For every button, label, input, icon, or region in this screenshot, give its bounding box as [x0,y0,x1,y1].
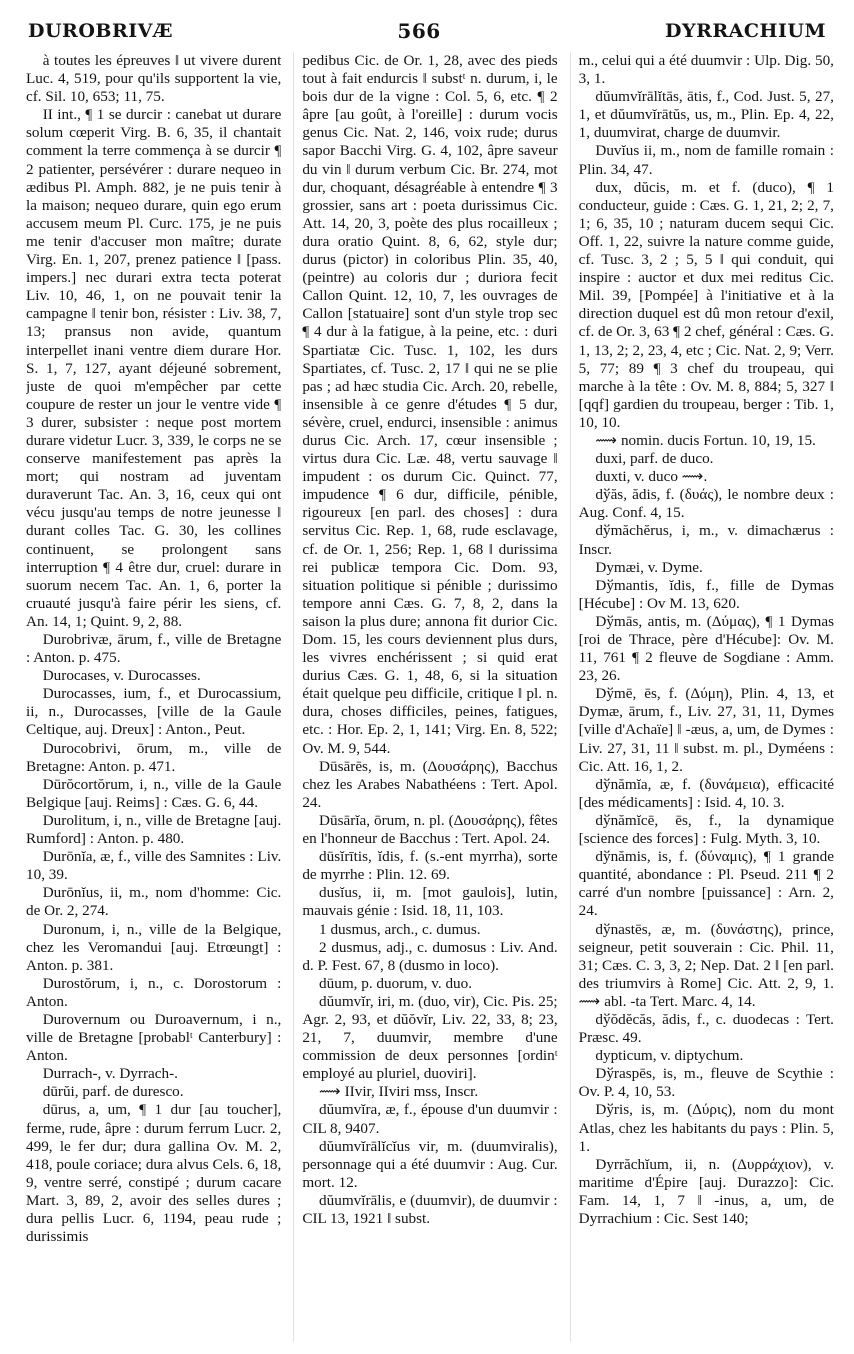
dictionary-entry: dўăs, ădis, f. (δυάς), le nombre deux : Aug. Conf. 4, 15. [578,486,834,522]
dictionary-entry: dŭumvĭrālĭcĭus vir, m. (duumviralis), personnage qui a été duumvir : Aug. Cur. mort. 12. [302,1137,558,1191]
dictionary-entry: Dўris, is, m. (Δύρις), nom du mont Atlas, chez les habitants du pays : Plin. 5, 1. [578,1101,834,1155]
header-last-entry: DYRRACHIUM [665,20,826,42]
dictionary-entry: dўnămĭa, æ, f. (δυνάμεια), efficacité [des médicaments] : Isid. 4, 10. 3. [578,775,834,811]
dictionary-entry: Dўmantis, ĭdis, f., fille de Dymas [Hécube] : Ov M. 13, 620. [578,576,834,612]
dictionary-entry: dўnămis, is, f. (δύναμις), ¶ 1 grande quantité, abondance : Pl. Pseud. 211 ¶ 2 carré d'un nombre [puissance] : Arn. 2, 24. [578,848,834,920]
dictionary-entry: 1 dusmus, arch., c. dumus. [319,920,481,938]
column-middle [293,52,557,1342]
dictionary-entry: dusĭus, ii, m. [mot gaulois], lutin, mauvais génie : Isid. 18, 11, 103. [302,884,558,920]
dictionary-entry: Durolitum, i, n., ville de Bretagne [auj. Rumford] : Anton. p. 480. [26,811,282,848]
dictionary-entry: Dўmās, antis, m. (Δύμας), ¶ 1 Dymas [roi de Thrace, père d'Hécube]: Ov. M. 11, 761 ¶ 2 fleuve de Sogdiane : Amm. 23, 26. [578,612,834,685]
dictionary-entry: Dūrŏcortŏrum, i, n., ville de la Gaule Belgique [auj. Reims] : Cæs. G. 6, 44. [26,775,282,811]
dictionary-entry: Durōnĭa, æ, f., ville des Samnites : Liv. 10, 39. [26,848,282,884]
dictionary-entry: m., celui qui a été duumvir : Ulp. Dig. 50, 3, 1. [578,52,834,88]
dictionary-entry: dŭumvĭrālis, e (duumvir), de duumvir : CIL 13, 1921 ‖ subst. [302,1191,558,1227]
column-left [26,52,281,1342]
dictionary-entry: Dўmē, ēs, f. (Δύμη), Plin. 4, 13, et Dymæ, ārum, f., Liv. 27, 31, 11, Dymes [ville d'Achaïe] ‖ -æus, a, um, de Dymes : Liv. 27, 31, 11 ‖ subst. m. pl., Dyméens : Cic. Att. 16, 1, 2. [578,685,834,775]
dictionary-entry: ⟿ nomin. ducis Fortun. 10, 19, 15. [595,431,816,449]
dictionary-entry: Durostŏrum, i, n., c. Dorostorum : Anton. [26,974,282,1010]
dictionary-entry: Dūsārĭa, ōrum, n. pl. (Δουσάρης), fêtes en l'honneur de Bacchus : Tert. Apol. 24. [302,811,558,848]
dictionary-entry: dux, dŭcis, m. et f. (duco), ¶ 1 conducteur, guide : Cæs. G. 1, 21, 2; 2, 7, 1; 6, 35, 10 ; naturam ducem sequi Cic. Off. 1, 22, suivre la nature comme guide, cf. Tusc. 3, 2 ; 5, 5 ‖ qui conduit, qui inspire : auctor et dux mei reditus Cic. Mil. 39, [Pompée] à l'initiative et à la direction duquel est dû mon retour d'exil, cf. de Or. 3, 63 ¶ 2 chef, général : Cæs. G. 1, 13, 2; 2, 23, 4, etc ; Cic. Nat. 2, 9; Verr. 5, 77; 89 ¶ 3 chef du troupeau, qui marche à la tête : Ov. M. 8, 884; 5, 327 ‖ [qqf] gardien du troupeau, berger : Tib. 1, 10, 10. [578,178,834,431]
dictionary-entry: dŭumvĭra, æ, f., épouse d'un duumvir : CIL 8, 9407. [302,1101,558,1137]
dictionary-entry: dypticum, v. diptychum. [595,1047,744,1065]
dictionary-entry: Dўraspēs, is, m., fleuve de Scythie : Ov. P. 4, 10, 53. [578,1065,834,1101]
dictionary-entry: Durocases, v. Durocasses. [42,667,201,685]
dictionary-entry: Durovernum ou Duroavernum, i n., ville de Bretagne [probablᵗ Canterbury] : Anton. [26,1010,282,1065]
dictionary-entry: Durōnĭus, ii, m., nom d'homme: Cic. de Or. 2, 274. [26,884,282,920]
dictionary-entry: dūsĭrītis, ĭdis, f. (s.-ent myrrha), sorte de myrrhe : Plin. 12. 69. [302,848,558,884]
text-columns [26,52,834,1342]
dictionary-entry: II int., ¶ 1 se durcir : canebat ut durare solum cœperit Virg. B. 6, 35, il chantait comment la terre commença à se durcir ¶ 2 patienter, persévérer : durare nequeo in ædibus Pl. Amph. 882, je ne puis tenir à la maison; nequeo durare, quin ego erum accusem meum Pl. Curc. 175, je ne puis me tenir d'accuser mon maître; durate Virg. En. 1, 207, prenez patience ‖ [pass. impers.] nec durari extra tecta poterat Liv. 10, 46, 1, on ne pouvait tenir la campagne ‖ tenir bon, résister : Liv. 38, 7, 13; pransus non avide, quantum interpellet inani ventre diem durare Hor. S. 1, 7, 127, ayant déjeuné sobrement, juste de quoi m'empêcher par cette coupure de rester un jour le ventre vide ¶ 3 durer, subsister : neque post mortem durare videtur Lucr. 3, 339, le corps ne se conserve manifestement pas après la mort; qui nostram ad juventam duraverunt Tac. An. 3, 16, ceux qui ont vécu jusqu'au temps de notre jeunesse ‖ durant colles Tac. G. 30, les collines continuent, se prolongent sans interruption ¶ 4 être dur, cruel: durare in suorum necem Tac. An. 1, 6, porter la cruauté jusqu'à faire périr les siens, cf. An. 14, 1; Quint. 9, 2, 88. [26,106,282,630]
header-first-entry: DUROBRIVÆ [28,20,174,42]
dictionary-entry: pedibus Cic. de Or. 1, 28, avec des pieds tout à fait endurcis ‖ substᵗ n. durum, i, le bois dur de la vigne : Col. 5, 6, etc. ¶ 2 âpre [au goût, à l'oreille] : durum vocis genus Cic. Nat. 2, 146, voix rude; durus sapor Bacchi Virg. G. 4, 102, âpre saveur du vin ‖ durum verbum Cic. Br. 274, mot dur, choquant, désagréable à entendre ¶ 3 grossier, sans art : poeta durissimus Cic. Att. 14, 20, 3, poète des plus rocailleux ; dura oratio Quint. 8, 6, 62, style dur; durus (pictor) in coloribus Plin. 35, 40, (peintre) au coloris dur ; duriora fecit Callon Quint. 12, 10, 7, les ouvrages de Callon [statuaire] sont d'un style trop sec ¶ 4 dur à la fatigue, à la peine, etc. : duri Spartiatæ Cic. Tusc. 1, 102, les durs Spartiates, cf. Tusc. 2, 17 ‖ qui ne se plie pas ; ad hæc studia Cic. Arch. 20, rebelle, insensible à ce genre d'études ¶ 5 dur, sévère, cruel, endurci, insensible : animus durus Cic. Arch. 17, cœur insensible ; virtus dura Cic. Læ. 48, vertu sauvage ‖ impudent : os durum Cic. Quinct. 77, impudence ¶ 6 dur, difficile, pénible, rigoureux [en parl. des choses] : dura servitus Cic. Rep. 1, 68, rude esclavage, cf. de Or. 1, 256; Rep. 1, 68 ‖ durissima rei publicæ tempora Cic. Dom. 93, situation politique si pénible ; durissimo tempore anni Cæs. G. 7, 8, 2, dans la saison la plus dure; annona fit durior Cic. Dom. 15, les cours deviennent plus durs, les vivres enchérissent ; si quid erat durius Cæs. G. 1, 48, 6, si la situation était quelque peu difficile, critique ‖ pl. n. dura, choses difficiles, peines, fatigues, etc. : Hor. Ep. 2, 1, 141; Virg. En. 8, 522; Ov. M. 9, 544. [302,52,558,757]
dictionary-entry: duxti, v. duco ⟿. [595,468,708,486]
dictionary-entry: duxi, parf. de duco. [595,450,714,468]
dictionary-entry: dūrus, a, um, ¶ 1 dur [au toucher], ferme, rude, âpre : durum ferrum Lucr. 2, 499, le fer dur; dura gallina Ov. M. 2, 418, poule coriace; dura alvus Cels. 6, 18, 9, ventre serré, constipé ; durum cacare Mart. 3, 89, 2, avoir des selles dures ; dura pellis Lucr. 6, 1194, peau rude ; durissimis [26,1101,282,1246]
dictionary-entry: ⟿ IIvir, IIviri mss, Inscr. [319,1083,479,1101]
dictionary-entry: Duronum, i, n., ville de la Belgique, chez les Veromandui [auj. Etrœungt] : Anton. p. 381. [26,920,282,974]
dictionary-entry: Dymæi, v. Dyme. [595,558,703,576]
dictionary-entry: Durrach-, v. Dyrrach-. [42,1065,178,1083]
dictionary-entry: dūrŭi, parf. de duresco. [42,1083,184,1101]
dictionary-entry: Dūsārēs, is, m. (Δουσάρης), Bacchus chez les Arabes Nabathéens : Tert. Apol. 24. [302,757,558,811]
page-number: 566 [397,19,441,43]
dictionary-entry: dŭumvĭr, iri, m. (duo, vir), Cic. Pis. 25; Agr. 2, 93, et dŭŏvĭr, Liv. 22, 33, 8; 23, 21, 7, duumvir, membre d'une commission de deux personnes [ordinᵗ employé au pluriel, duoviri]. [302,992,558,1083]
dictionary-entry: dŭumvĭrālĭtās, ātis, f., Cod. Just. 5, 27, 1, et dŭumvĭrātŭs, us, m., Plin. Ep. 4, 22, 1, duumvirat, charge de duumvir. [578,88,834,142]
dictionary-entry: dўmăchĕrus, i, m., v. dimachærus : Inscr. [578,522,834,558]
dictionary-entry: dўŏdĕcăs, ădis, f., c. duodecas : Tert. Præsc. 49. [578,1010,834,1047]
dictionary-entry: Durobrivæ, ārum, f., ville de Bretagne : Anton. p. 475. [26,631,282,667]
dictionary-entry: dūum, p. duorum, v. duo. [319,974,473,992]
dictionary-entry: dўnămĭcē, ēs, f., la dynamique [science des forces] : Fulg. Myth. 3, 10. [578,811,834,848]
dictionary-entry: à toutes les épreuves ‖ ut vivere durent Luc. 4, 519, pour qu'ils supportent la vie, cf. Sil. 10, 653; 11, 75. [26,52,282,106]
column-right [570,52,834,1342]
dictionary-entry: Duvĭus ii, m., nom de famille romain : Plin. 34, 47. [578,142,834,178]
dictionary-entry: Durocasses, ium, f., et Durocassium, ii, n., Durocasses, [ville de la Gaule Celtique, auj. Dreux] : Anton., Peut. [26,685,282,739]
running-header [28,16,826,46]
dictionary-entry: 2 dusmus, adj., c. dumosus : Liv. And. d. P. Fest. 67, 8 (dusmo in loco). [302,938,558,974]
dictionary-entry: dўnastēs, æ, m. (δυνάστης), prince, seigneur, petit souverain : Cic. Phil. 11, 31; Cæs. C. 3, 3, 2; Nep. Dat. 2 ‖ [en parl. des triumvirs à Rome] Cic. Att. 2, 9, 1. ⟿ abl. -ta Tert. Marc. 4, 14. [578,920,834,1010]
dictionary-entry: Dyrrăchĭum, ii, n. (Δυρράχιον), v. maritime d'Épire [auj. Durazzo]: Cic. Fam. 14, 1, 7 ‖ -inus, a, um, de Dyrrachium : Cic. Sest 140; [578,1155,834,1227]
dictionary-entry: Durocobrivi, ōrum, m., ville de Bretagne: Anton. p. 471. [26,739,282,775]
